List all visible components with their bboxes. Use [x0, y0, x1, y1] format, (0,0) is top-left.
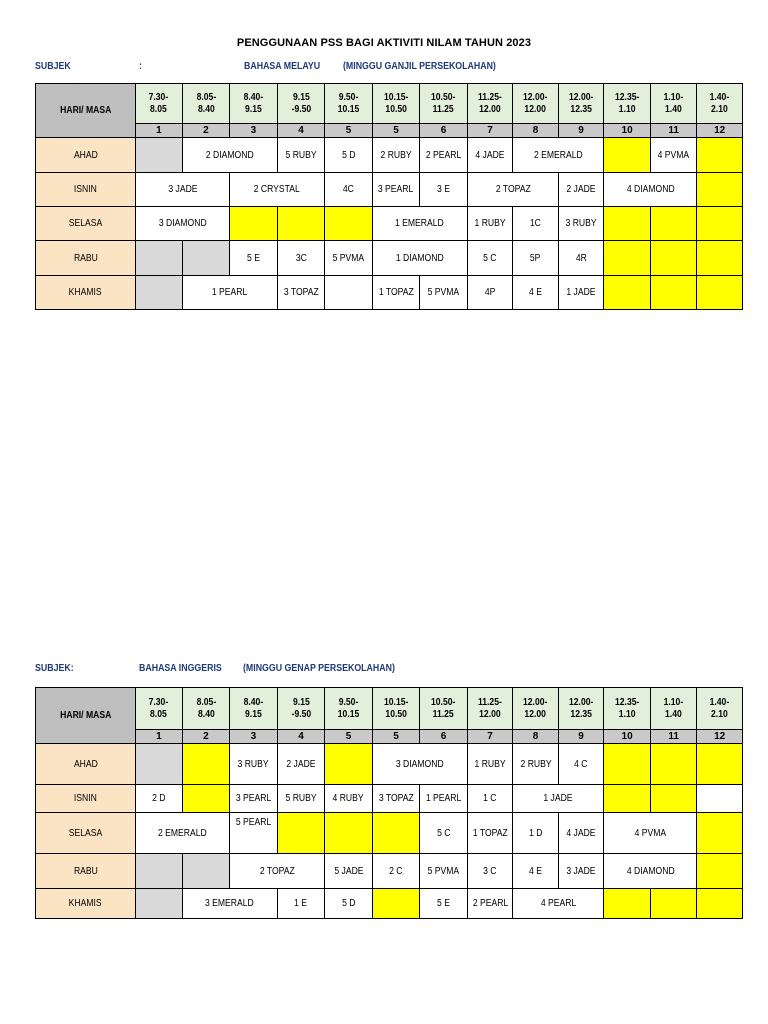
corner-cell: HARI/ MASA	[36, 688, 136, 744]
class-cell: 4 JADE	[467, 138, 513, 173]
slot-number: 8	[513, 124, 559, 138]
class-cell: 3 PEARL	[230, 785, 278, 813]
slot-number: 3	[230, 730, 278, 744]
class-cell: 4 DIAMOND	[604, 854, 697, 889]
slot-number: 8	[513, 730, 559, 744]
highlight-cell	[697, 138, 743, 173]
day-label: ISNIN	[36, 785, 136, 813]
day-row-rabu	[36, 854, 743, 889]
highlight-cell	[182, 744, 230, 785]
class-cell: 2 RUBY	[372, 138, 420, 173]
highlight-cell	[697, 854, 743, 889]
slot-number: 10	[604, 124, 651, 138]
day-row-ahad	[36, 138, 743, 173]
class-cell: 2 C	[372, 854, 420, 889]
empty-cell	[136, 276, 183, 310]
class-cell: 2 TOPAZ	[467, 173, 558, 207]
class-cell: 2 RUBY	[513, 744, 559, 785]
highlight-cell	[325, 207, 373, 241]
slot-number: 2	[182, 730, 230, 744]
subject-week-2: (MINGGU GENAP PERSEKOLAHAN)	[243, 663, 395, 674]
highlight-cell	[604, 207, 651, 241]
class-cell: 5 JADE	[325, 854, 373, 889]
time-slot: 12.00- 12.00	[513, 84, 559, 124]
time-slot: 1.10- 1.40	[650, 84, 697, 124]
time-slot: 12.00- 12.00	[513, 688, 559, 730]
class-cell: 4 PEARL	[513, 889, 604, 919]
class-cell: 1 RUBY	[467, 744, 513, 785]
slot-number: 4	[277, 124, 325, 138]
time-slot: 10.15- 10.50	[372, 84, 420, 124]
timetable-bahasa-inggeris	[35, 687, 743, 919]
slot-number: 1	[136, 124, 183, 138]
class-cell: 3 TOPAZ	[372, 785, 420, 813]
time-slot: 11.25- 12.00	[467, 688, 513, 730]
slot-number: 7	[467, 124, 513, 138]
slot-number: 12	[697, 730, 743, 744]
slot-number: 1	[136, 730, 183, 744]
class-cell: 1 TOPAZ	[372, 276, 420, 310]
class-cell: 5 C	[420, 813, 468, 854]
slot-number: 5	[372, 124, 420, 138]
class-cell: 3 EMERALD	[182, 889, 277, 919]
class-cell: 3 DIAMOND	[372, 744, 467, 785]
day-label: AHAD	[36, 138, 136, 173]
highlight-cell	[604, 785, 651, 813]
slot-number: 4	[277, 730, 325, 744]
page-title: PENGGUNAAN PSS BAGI AKTIVITI NILAM TAHUN 2023	[236, 37, 532, 49]
class-cell: 3 RUBY	[230, 744, 278, 785]
highlight-cell	[604, 138, 651, 173]
time-slot: 9.15 -9.50	[277, 688, 325, 730]
class-cell: 5 D	[325, 138, 373, 173]
class-cell: 4 E	[513, 854, 559, 889]
highlight-cell	[372, 889, 420, 919]
class-cell: 3 TOPAZ	[277, 276, 325, 310]
time-slot: 12.35- 1.10	[604, 84, 651, 124]
class-cell: 1 E	[277, 889, 325, 919]
time-header-row	[36, 84, 743, 124]
day-row-selasa	[36, 207, 743, 241]
slot-number: 5	[325, 730, 373, 744]
class-cell: 1 DIAMOND	[372, 241, 467, 276]
highlight-cell	[604, 241, 651, 276]
class-cell: 5 PEARL	[230, 813, 278, 854]
class-cell: 2 EMERALD	[513, 138, 604, 173]
slot-number: 11	[650, 124, 697, 138]
time-slot: 12.00- 12.35	[558, 688, 604, 730]
class-cell: 1 C	[467, 785, 513, 813]
empty-cell	[136, 744, 183, 785]
class-cell: 5 RUBY	[277, 138, 325, 173]
day-row-rabu	[36, 241, 743, 276]
class-cell: 2 D	[136, 785, 183, 813]
time-slot: 12.35- 1.10	[604, 688, 651, 730]
highlight-cell	[604, 276, 651, 310]
highlight-cell	[697, 889, 743, 919]
class-cell: 2 JADE	[277, 744, 325, 785]
class-cell: 4 RUBY	[325, 785, 373, 813]
slot-number: 5	[372, 730, 420, 744]
class-cell: 2 DIAMOND	[182, 138, 277, 173]
class-cell: 1 EMERALD	[372, 207, 467, 241]
class-cell: 3 E	[420, 173, 468, 207]
time-slot: 12.00- 12.35	[558, 84, 604, 124]
day-label: RABU	[36, 854, 136, 889]
highlight-cell	[697, 813, 743, 854]
day-row-selasa	[36, 813, 743, 854]
time-slot: 10.50- 11.25	[420, 84, 468, 124]
class-cell: 5P	[513, 241, 559, 276]
slot-number-row	[36, 124, 743, 138]
highlight-cell	[604, 744, 651, 785]
subject-colon-1: :	[139, 61, 142, 72]
highlight-cell	[650, 241, 697, 276]
class-cell: 4P	[467, 276, 513, 310]
class-cell: 4 PVMA	[604, 813, 697, 854]
class-cell: 1 D	[513, 813, 559, 854]
subject-label-1: SUBJEK	[35, 61, 71, 72]
highlight-cell	[372, 813, 420, 854]
time-slot: 8.05- 8.40	[182, 84, 230, 124]
class-cell: 2 TOPAZ	[230, 854, 325, 889]
corner-cell: HARI/ MASA	[36, 84, 136, 138]
class-cell: 5 PVMA	[325, 241, 373, 276]
day-row-isnin	[36, 173, 743, 207]
class-cell: 1C	[513, 207, 559, 241]
class-cell: 1 TOPAZ	[467, 813, 513, 854]
subject-week-1: (MINGGU GANJIL PERSEKOLAHAN)	[343, 61, 496, 72]
highlight-cell	[182, 785, 230, 813]
day-row-khamis	[36, 276, 743, 310]
highlight-cell	[277, 813, 325, 854]
time-slot: 1.40- 2.10	[697, 84, 743, 124]
time-slot: 11.25- 12.00	[467, 84, 513, 124]
empty-cell	[325, 276, 373, 310]
class-cell: 1 PEARL	[420, 785, 468, 813]
slot-number: 9	[558, 730, 604, 744]
class-cell: 4R	[558, 241, 604, 276]
class-cell: 5 C	[467, 241, 513, 276]
class-cell: 5 RUBY	[277, 785, 325, 813]
slot-number: 11	[650, 730, 697, 744]
subject-name-1: BAHASA MELAYU	[244, 61, 321, 72]
day-label: SELASA	[36, 813, 136, 854]
class-cell: 1 JADE	[513, 785, 604, 813]
day-label: SELASA	[36, 207, 136, 241]
day-row-isnin	[36, 785, 743, 813]
time-slot: 9.15 -9.50	[277, 84, 325, 124]
empty-cell	[182, 241, 230, 276]
highlight-cell	[650, 207, 697, 241]
slot-number: 5	[325, 124, 373, 138]
highlight-cell	[230, 207, 278, 241]
time-slot: 8.05- 8.40	[182, 688, 230, 730]
class-cell: 4 JADE	[558, 813, 604, 854]
time-slot: 9.50- 10.15	[325, 688, 373, 730]
empty-cell	[136, 889, 183, 919]
slot-number: 6	[420, 730, 468, 744]
class-cell: 4 C	[558, 744, 604, 785]
highlight-cell	[650, 744, 697, 785]
class-cell: 2 JADE	[558, 173, 604, 207]
slot-number: 3	[230, 124, 278, 138]
subject-name-2: BAHASA INGGERIS	[139, 663, 222, 674]
time-slot: 8.40- 9.15	[230, 84, 278, 124]
slot-number: 9	[558, 124, 604, 138]
empty-cell	[136, 241, 183, 276]
slot-number: 12	[697, 124, 743, 138]
day-label: KHAMIS	[36, 276, 136, 310]
highlight-cell	[697, 276, 743, 310]
class-cell: 4 DIAMOND	[604, 173, 697, 207]
class-cell: 3 JADE	[136, 173, 230, 207]
day-label: ISNIN	[36, 173, 136, 207]
highlight-cell	[277, 207, 325, 241]
class-cell: 1 JADE	[558, 276, 604, 310]
subject-label-2: SUBJEK:	[35, 663, 74, 674]
highlight-cell	[650, 276, 697, 310]
class-cell: 1 PEARL	[182, 276, 277, 310]
class-cell: 2 CRYSTAL	[230, 173, 325, 207]
slot-number: 10	[604, 730, 651, 744]
empty-cell	[136, 854, 183, 889]
time-slot: 7.30- 8.05	[136, 688, 183, 730]
class-cell: 5 D	[325, 889, 373, 919]
time-header-row	[36, 688, 743, 730]
highlight-cell	[697, 207, 743, 241]
class-cell: 4C	[325, 173, 373, 207]
class-cell: 5 E	[420, 889, 468, 919]
time-slot: 7.30- 8.05	[136, 84, 183, 124]
class-cell: 3 PEARL	[372, 173, 420, 207]
timetable-bahasa-melayu	[35, 83, 743, 310]
class-cell: 2 PEARL	[467, 889, 513, 919]
time-slot: 8.40- 9.15	[230, 688, 278, 730]
time-slot: 10.15- 10.50	[372, 688, 420, 730]
class-cell: 4 PVMA	[650, 138, 697, 173]
day-row-khamis	[36, 889, 743, 919]
class-cell: 3 C	[467, 854, 513, 889]
class-cell: 5 PVMA	[420, 854, 468, 889]
highlight-cell	[650, 889, 697, 919]
empty-cell	[136, 138, 183, 173]
class-cell: 4 E	[513, 276, 559, 310]
time-slot: 1.10- 1.40	[650, 688, 697, 730]
class-cell: 5 E	[230, 241, 278, 276]
highlight-cell	[697, 744, 743, 785]
empty-cell	[697, 785, 743, 813]
highlight-cell	[604, 889, 651, 919]
time-slot: 1.40- 2.10	[697, 688, 743, 730]
time-slot: 9.50- 10.15	[325, 84, 373, 124]
class-cell: 2 EMERALD	[136, 813, 230, 854]
class-cell: 3 RUBY	[558, 207, 604, 241]
time-slot: 10.50- 11.25	[420, 688, 468, 730]
class-cell: 3 JADE	[558, 854, 604, 889]
day-label: AHAD	[36, 744, 136, 785]
class-cell: 3C	[277, 241, 325, 276]
class-cell: 3 DIAMOND	[136, 207, 230, 241]
class-cell: 5 PVMA	[420, 276, 468, 310]
slot-number-row	[36, 730, 743, 744]
highlight-cell	[325, 744, 373, 785]
highlight-cell	[697, 241, 743, 276]
class-cell: 2 PEARL	[420, 138, 468, 173]
class-cell: 1 RUBY	[467, 207, 513, 241]
day-row-ahad	[36, 744, 743, 785]
highlight-cell	[325, 813, 373, 854]
highlight-cell	[650, 785, 697, 813]
highlight-cell	[697, 173, 743, 207]
day-label: RABU	[36, 241, 136, 276]
day-label: KHAMIS	[36, 889, 136, 919]
slot-number: 6	[420, 124, 468, 138]
slot-number: 2	[182, 124, 230, 138]
empty-cell	[182, 854, 230, 889]
slot-number: 7	[467, 730, 513, 744]
